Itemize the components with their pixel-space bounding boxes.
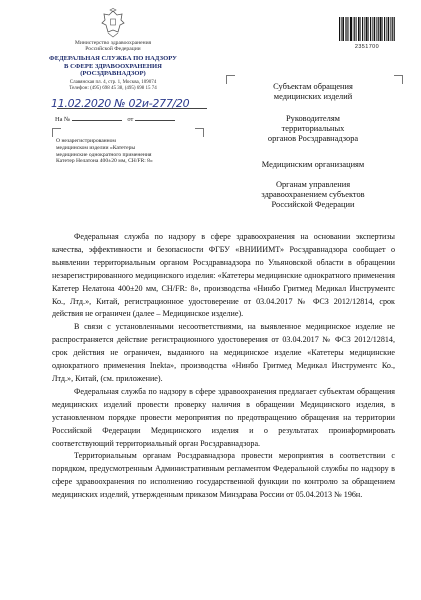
recipient-2: Руководителям территориальных органов Росздравнадзора	[267, 114, 359, 144]
handwritten-date-number: 11.02.2020 № 02и-277/20	[51, 97, 190, 110]
state-emblem-icon	[100, 8, 126, 38]
subject-corner-left	[52, 128, 61, 137]
reference-date-field	[135, 120, 175, 121]
subject-corner-right	[195, 128, 204, 137]
date-underline	[57, 108, 207, 109]
reference-number-row	[55, 116, 175, 123]
body-paragraph-4: Территориальным органам Росздравнадзора провести мероприятия в соответствии с порядком, предусмотренным Административным регламентом Федеральной службы по надзору в сфере здравоохранения по исполнению государственной функции по контролю за обращением медицинских изделий, утвержденным приказом Минздрава России от 05.04.2013 № 196н.	[52, 451, 395, 500]
body-paragraph-1: Федеральная служба по надзору в сфере здравоохранения на основании экспертизы качества, эффективности и безопасности ФГБУ «ВНИИИМТ» Росздравнадзора сообщает о выявлении территориальным органом Росздравнадзора по Ульяновской области в обращении незарегистрированного медицинского изделия: «Катетеры медицинские однократного применения Катетер Нелатона 400±20 мм, CH/FR: 8», производства «Нинбо Гритмед Медикал Инструментс Ко., Лтд.», Китай, регистрационное удостоверение от 03.04.2017 № ФСЗ 2012/12814, срок действия не ограничен (далее – Медицинское изделие).	[52, 232, 395, 319]
body-paragraph-3: Федеральная служба по надзору в сфере здравоохранения предлагает субъектам обращения медицинских изделий провести проверку наличия в обращении Медицинского изделия, в установленном порядке провести мероприятия по предотвращению обращения на территории Российской Федерации Медицинского изделия и о результатах проинформировать соответствующий территориальный орган Росздравнадзора.	[52, 386, 395, 448]
recipient-1: Субъектам обращения медицинских изделий	[273, 82, 353, 102]
recipient-corner-left	[226, 75, 235, 84]
service-name: ФЕДЕРАЛЬНАЯ СЛУЖБА ПО НАДЗОРУ В СФЕРЕ ЗДРАВООХРАНЕНИЯ (РОСЗДРАВНАДЗОР)	[49, 55, 177, 78]
recipient-corner-right	[394, 75, 403, 84]
reference-number-field	[72, 120, 122, 121]
letter-body	[52, 231, 395, 502]
service-address: Славянская пл. 4, стр. 1, Москва, 109074 Телефон: (495) 698 45 38, (495) 698 15 74	[69, 80, 157, 92]
barcode-number: 2351700	[354, 44, 380, 50]
letter-subject: О незарегистрированном медицинском изделии «Катетеры медицинские однократного применения Катетер Нелатона 400±20 мм, CH/FR: 8»	[56, 138, 153, 165]
ministry-name: Министерство здравоохранения Российской Федерации	[74, 40, 152, 53]
reference-number-label: На №	[55, 116, 71, 123]
reference-date-label: от	[127, 116, 134, 123]
barcode-icon	[339, 14, 395, 44]
recipient-3: Медицинским организациям	[261, 160, 365, 169]
body-paragraph-2: В связи с установленными несоответствиями, на выявленное медицинское изделие не распространяется действие регистрационного удостоверения от 03.04.2017 № ФСЗ 2012/12814, срок действия не ограничен, выданного на медицинское изделие «Катетеры медицинские однократного применения Inekta», производства «Нинбо Гритмед Медикал Инструментс Ко., Лтд.», Китай, (см. приложение).	[52, 322, 395, 383]
recipient-4: Органам управления здравоохранением субъектов Российской Федерации	[261, 180, 365, 210]
